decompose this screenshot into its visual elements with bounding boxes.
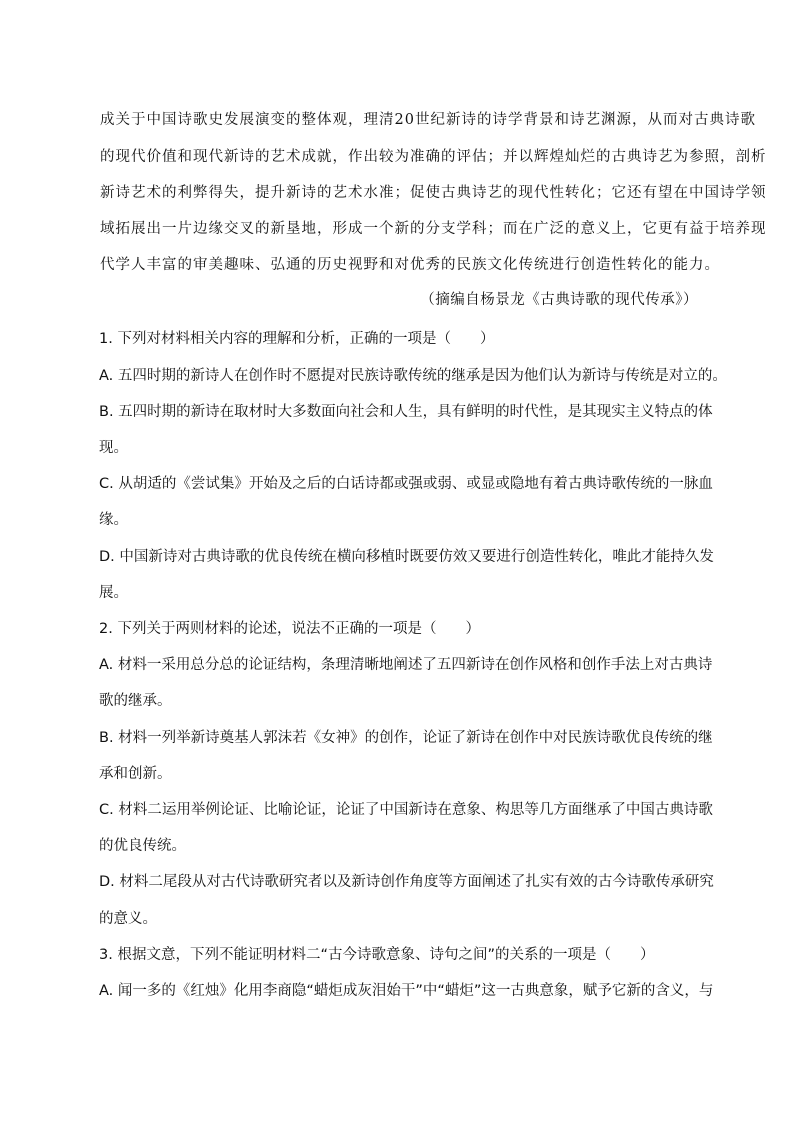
option-b: B. 五四时期的新诗在取材时大多数面向社会和人生，具有鲜明的时代性，是其现实主义特点的体: [99, 404, 713, 420]
option-a: A. 闻一多的《红烛》化用李商隐“蜡炬成灰泪始干”中“蜡炬”这一古典意象，赋予它新的含义，与: [99, 983, 714, 999]
option-c: C. 从胡适的《尝试集》开始及之后的白话诗都或强或弱、或显或隐地有着古典诗歌传统的一脉血: [99, 476, 713, 492]
option-b-continued: 承和创新。: [99, 766, 172, 782]
passage-line: 成关于中国诗歌史发展演变的整体观，理清20世纪新诗的诗学背景和诗艺渊源，从而对古典诗歌: [100, 112, 756, 128]
option-c: C. 材料二运用举例论证、比喻论证，论证了中国新诗在意象、构思等几方面继承了中国古典诗歌: [99, 802, 713, 818]
question-stem: 2. 下列关于两则材料的论述，说法不正确的一项是（ ）: [99, 621, 480, 637]
option-a: A. 五四时期的新诗人在创作时不愿提对民族诗歌传统的继承是因为他们认为新诗与传统是对立的。: [99, 368, 727, 384]
option-a-continued: 歌的继承。: [99, 693, 172, 709]
passage-line: 新诗艺术的利弊得失，提升新诗的艺术水准；促使古典诗艺的现代性转化；它还有望在中国诗学领: [100, 185, 767, 201]
passage-line: 代学人丰富的审美趣味、弘通的历史视野和对优秀的民族文化传统进行创造性转化的能力。: [100, 257, 720, 273]
question-stem: 1. 下列对材料相关内容的理解和分析，正确的一项是（ ）: [99, 331, 495, 347]
option-c-continued: 缘。: [99, 512, 128, 528]
option-c-continued: 的优良传统。: [99, 838, 186, 854]
option-d-continued: 展。: [99, 585, 128, 601]
option-b: B. 材料一列举新诗奠基人郭沫若《女神》的创作，论证了新诗在创作中对民族诗歌优良传统的继: [99, 730, 713, 746]
option-d-continued: 的意义。: [99, 911, 157, 927]
passage-line: 的现代价值和现代新诗的艺术成就，作出较为准确的评估；并以辉煌灿烂的古典诗艺为参照，剖析: [100, 149, 767, 165]
passage-line: 域拓展出一片边缘交叉的新垦地，形成一个新的分支学科；而在广泛的意义上，它更有益于培养现: [100, 221, 767, 237]
option-d: D. 中国新诗对古典诗歌的优良传统在横向移植时既要仿效又要进行创造性转化，唯此才能持久发: [99, 549, 714, 565]
option-b-continued: 现。: [99, 440, 128, 456]
question-stem: 3. 根据文意，下列不能证明材料二“古今诗歌意象、诗句之间”的关系的一项是（ ）: [99, 947, 655, 963]
option-d: D. 材料二尾段从对古代诗歌研究者以及新诗创作角度等方面阐述了扎实有效的古今诗歌传承研究: [99, 874, 714, 890]
passage-source: （摘编自杨景龙《古典诗歌的现代传承》）: [420, 292, 698, 308]
option-a: A. 材料一采用总分总的论证结构，条理清晰地阐述了五四新诗在创作风格和创作手法上对古典诗: [99, 657, 713, 673]
